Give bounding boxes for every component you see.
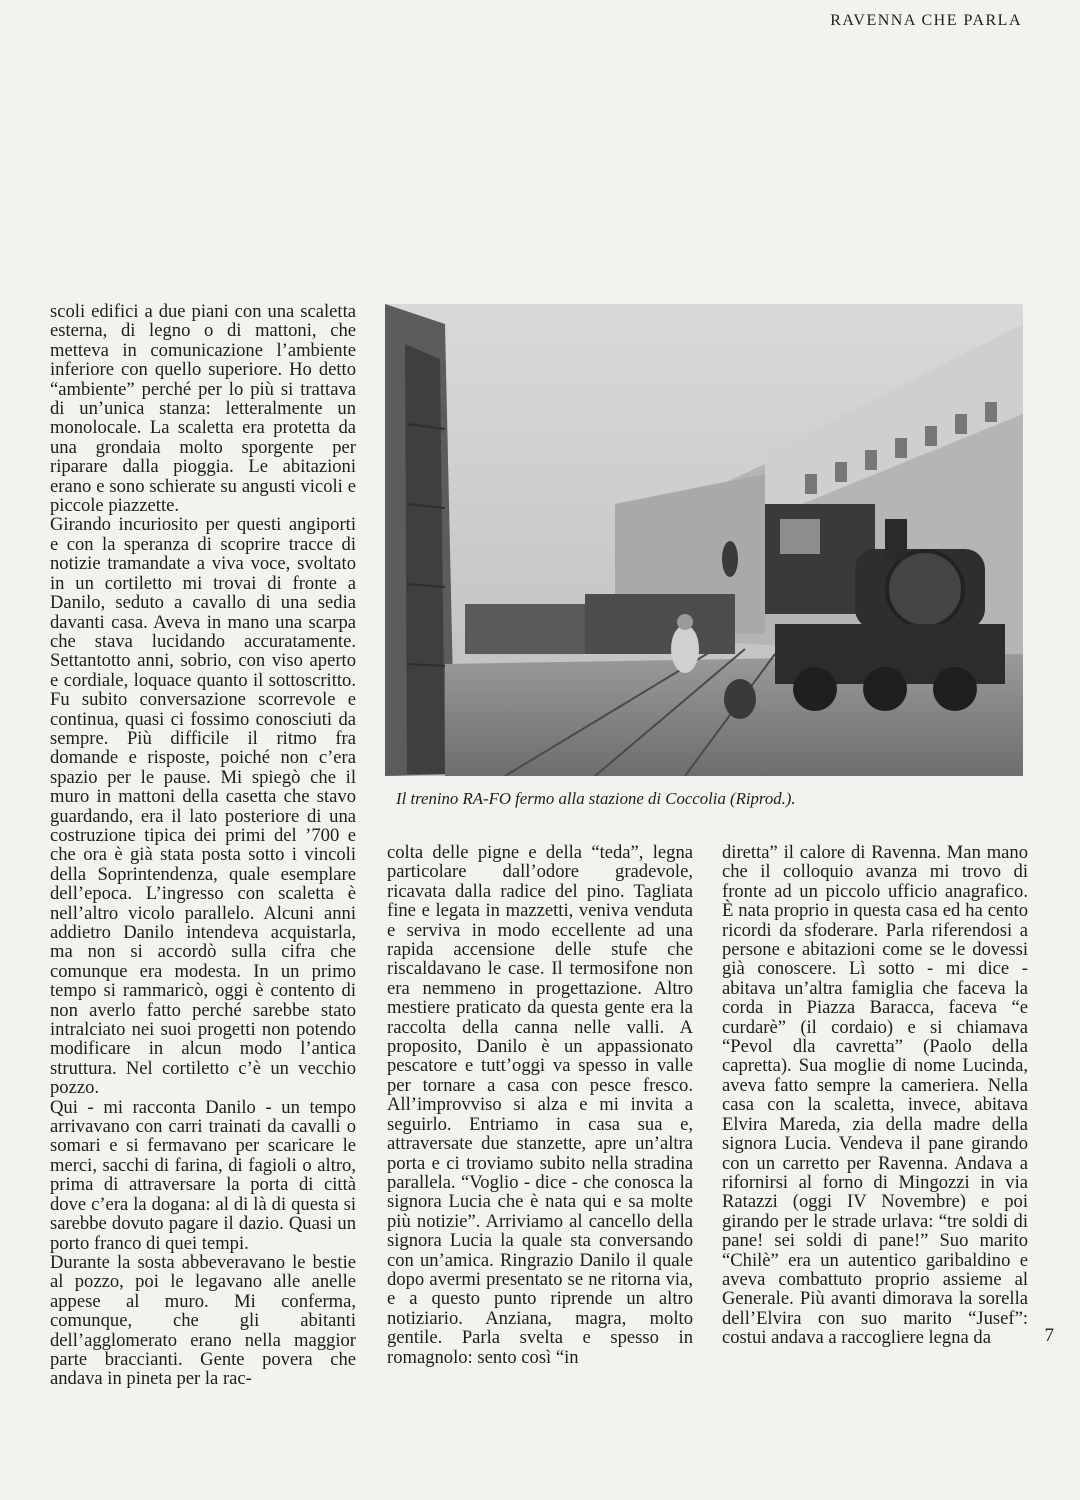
paragraph: colta delle pigne e della “teda”, legna particolare dall’odore gradevole, ricavata dalla radice del pino. Tagliata fine e legata in mazzetti, veniva venduta e serviva in modo eccellente ad una rapida accensione delle stufe che riscaldavano le case. Il termosifone non era nemmeno in progettazione. Altro mestiere praticato da questa gente era la raccolta della canna nelle valli. A proposito, Danilo è un appassionato pescatore e tutt’oggi va spesso in valle per tornare a casa con pesce fresco. All’improvviso si alza e mi invita a seguirlo. Entriamo in casa sua e, attraversate due stanzette, apre un’altra porta e ci troviamo subito nella stradina parallela. “Voglio - dice - che conosca la signora Lucia che è nata qui e sa molte più notizie”. Arriviamo al cancello della signora Lucia la quale sta conversando con un’amica. Ringrazio Danilo il quale dopo avermi presentato se ne ritorna via, e a questo punto riprende un altro notiziario. Anziana, magra, molto gentile. Parla svelta e spesso in romagnolo: sento così “in xyxy=(387,842,693,1368)
paragraph: Qui - mi racconta Danilo - un tempo arrivavano con carri trainati da cavalli o somari e si fermavano per scaricare le merci, sacchi di farina, di fagioli o altro, prima di attraversare la porta di città dove c’era la dogana: al di là di questa si sarebbe dovuto pagare il dazio. Quasi un porto franco di quei tempi. xyxy=(50,1096,356,1254)
photo-caption: Il trenino RA-FO fermo alla stazione di Coccolia (Riprod.). xyxy=(396,789,796,808)
train-station-photo xyxy=(385,304,1023,776)
train-photo-illustration xyxy=(385,304,1023,776)
paragraph: scoli edifici a due piani con una scaletta esterna, di legno o di mattoni, che metteva in comunicazione l’ambiente inferiore con quello superiore. Ho detto “ambiente” perché per lo più si trattava di un’unica stanza: letteralmente un monolocale. La scaletta era protetta da una grondaia molto sporgente per riparare dalla pioggia. Le abitazioni erano e sono schierate su angusti vicoli e piccole piazzette. xyxy=(50,301,356,517)
paragraph: Girando incuriosito per questi angiporti e con la speranza di scoprire tracce di notizie tramandate a viva voce, svoltato in un cortiletto mi trovai di fronte a Danilo, seduto a cavallo di una sedia davanti casa. Aveva in mano una scarpa che stava lucidando accuratamente. Settantotto anni, sobrio, con viso aperto e cordiale, loquace quanto il sottoscritto. Fu subito conversazione scorrevole e continua, quasi ci fossimo conosciuti da sempre. Più difficile il ritmo fra domande e risposte, poiché non c’era spazio per le pause. Mi spiegò che il muro in mattoni della casetta che stavo guardando, era il lato posteriore di una costruzione tipica dei primi del ’700 e che ora è già stata posta sotto i vincoli della Soprintendenza, quale esemplare dell’epoca. L’ingresso con scaletta è nell’altro vicolo parallelo. Alcuni anni addietro Danilo intendeva acquistarla, ma non si accordò sulla cifra che comunque era modesta. In un primo tempo si rammaricò, oggi è contento di non averlo fatto perché sarebbe stato intralciato nei suoi progetti non potendo modificare in alcun modo l’antica struttura. Nel cortiletto c’è un vecchio pozzo. xyxy=(50,514,356,1099)
running-header: RAVENNA CHE PARLA xyxy=(830,12,1022,29)
text-column-middle xyxy=(387,843,693,1367)
paragraph: diretta” il calore di Ravenna. Man mano che il colloquio avanza mi trovo di fronte ad un piccolo ufficio anagrafico. È nata proprio in questa casa ed ha cento ricordi da sfoderare. Parla riferendosi a persone e abitazioni come se le dovessi già conoscere. Lì sotto - mi dice - abitava un’altra famiglia che faceva la corda in Piazza Baracca, faceva “e curdarè” (il cordaio) e si chiamava “Pevol dla cavretta” (Paolo della capretta). Sua moglie di nome Lucinda, aveva fatto sempre la cameriera. Nella casa con la scaletta, invece, abitava Elvira Mareda, zia della madre della signora Lucia. Vendeva il pane girando con un carretto per Ravenna. Andava a rifornirsi al forno di Mingozzi in via Ratazzi (oggi IV Novembre) e poi girando per le strade urlava: “tre soldi di pane! sei soldi di pane!” Suo marito “Chilè” era un autentico garibaldino e aveva combattuto proprio assieme al Generale. Più avanti dimorava la sorella dell’Elvira con suo marito “Jusef”: costui andava a raccogliere legna da xyxy=(722,842,1028,1349)
text-column-left xyxy=(50,302,356,1389)
text-column-right xyxy=(722,843,1028,1348)
paragraph: Durante la sosta abbeveravano le bestie al pozzo, poi le legavano alle anelle appese al muro. Mi conferma, comunque, che gli abitanti dell’agglomerato erano nella maggior parte braccianti. Gente povera che andava in pineta per la rac- xyxy=(50,1251,356,1390)
page-number: 7 xyxy=(1044,1325,1054,1346)
